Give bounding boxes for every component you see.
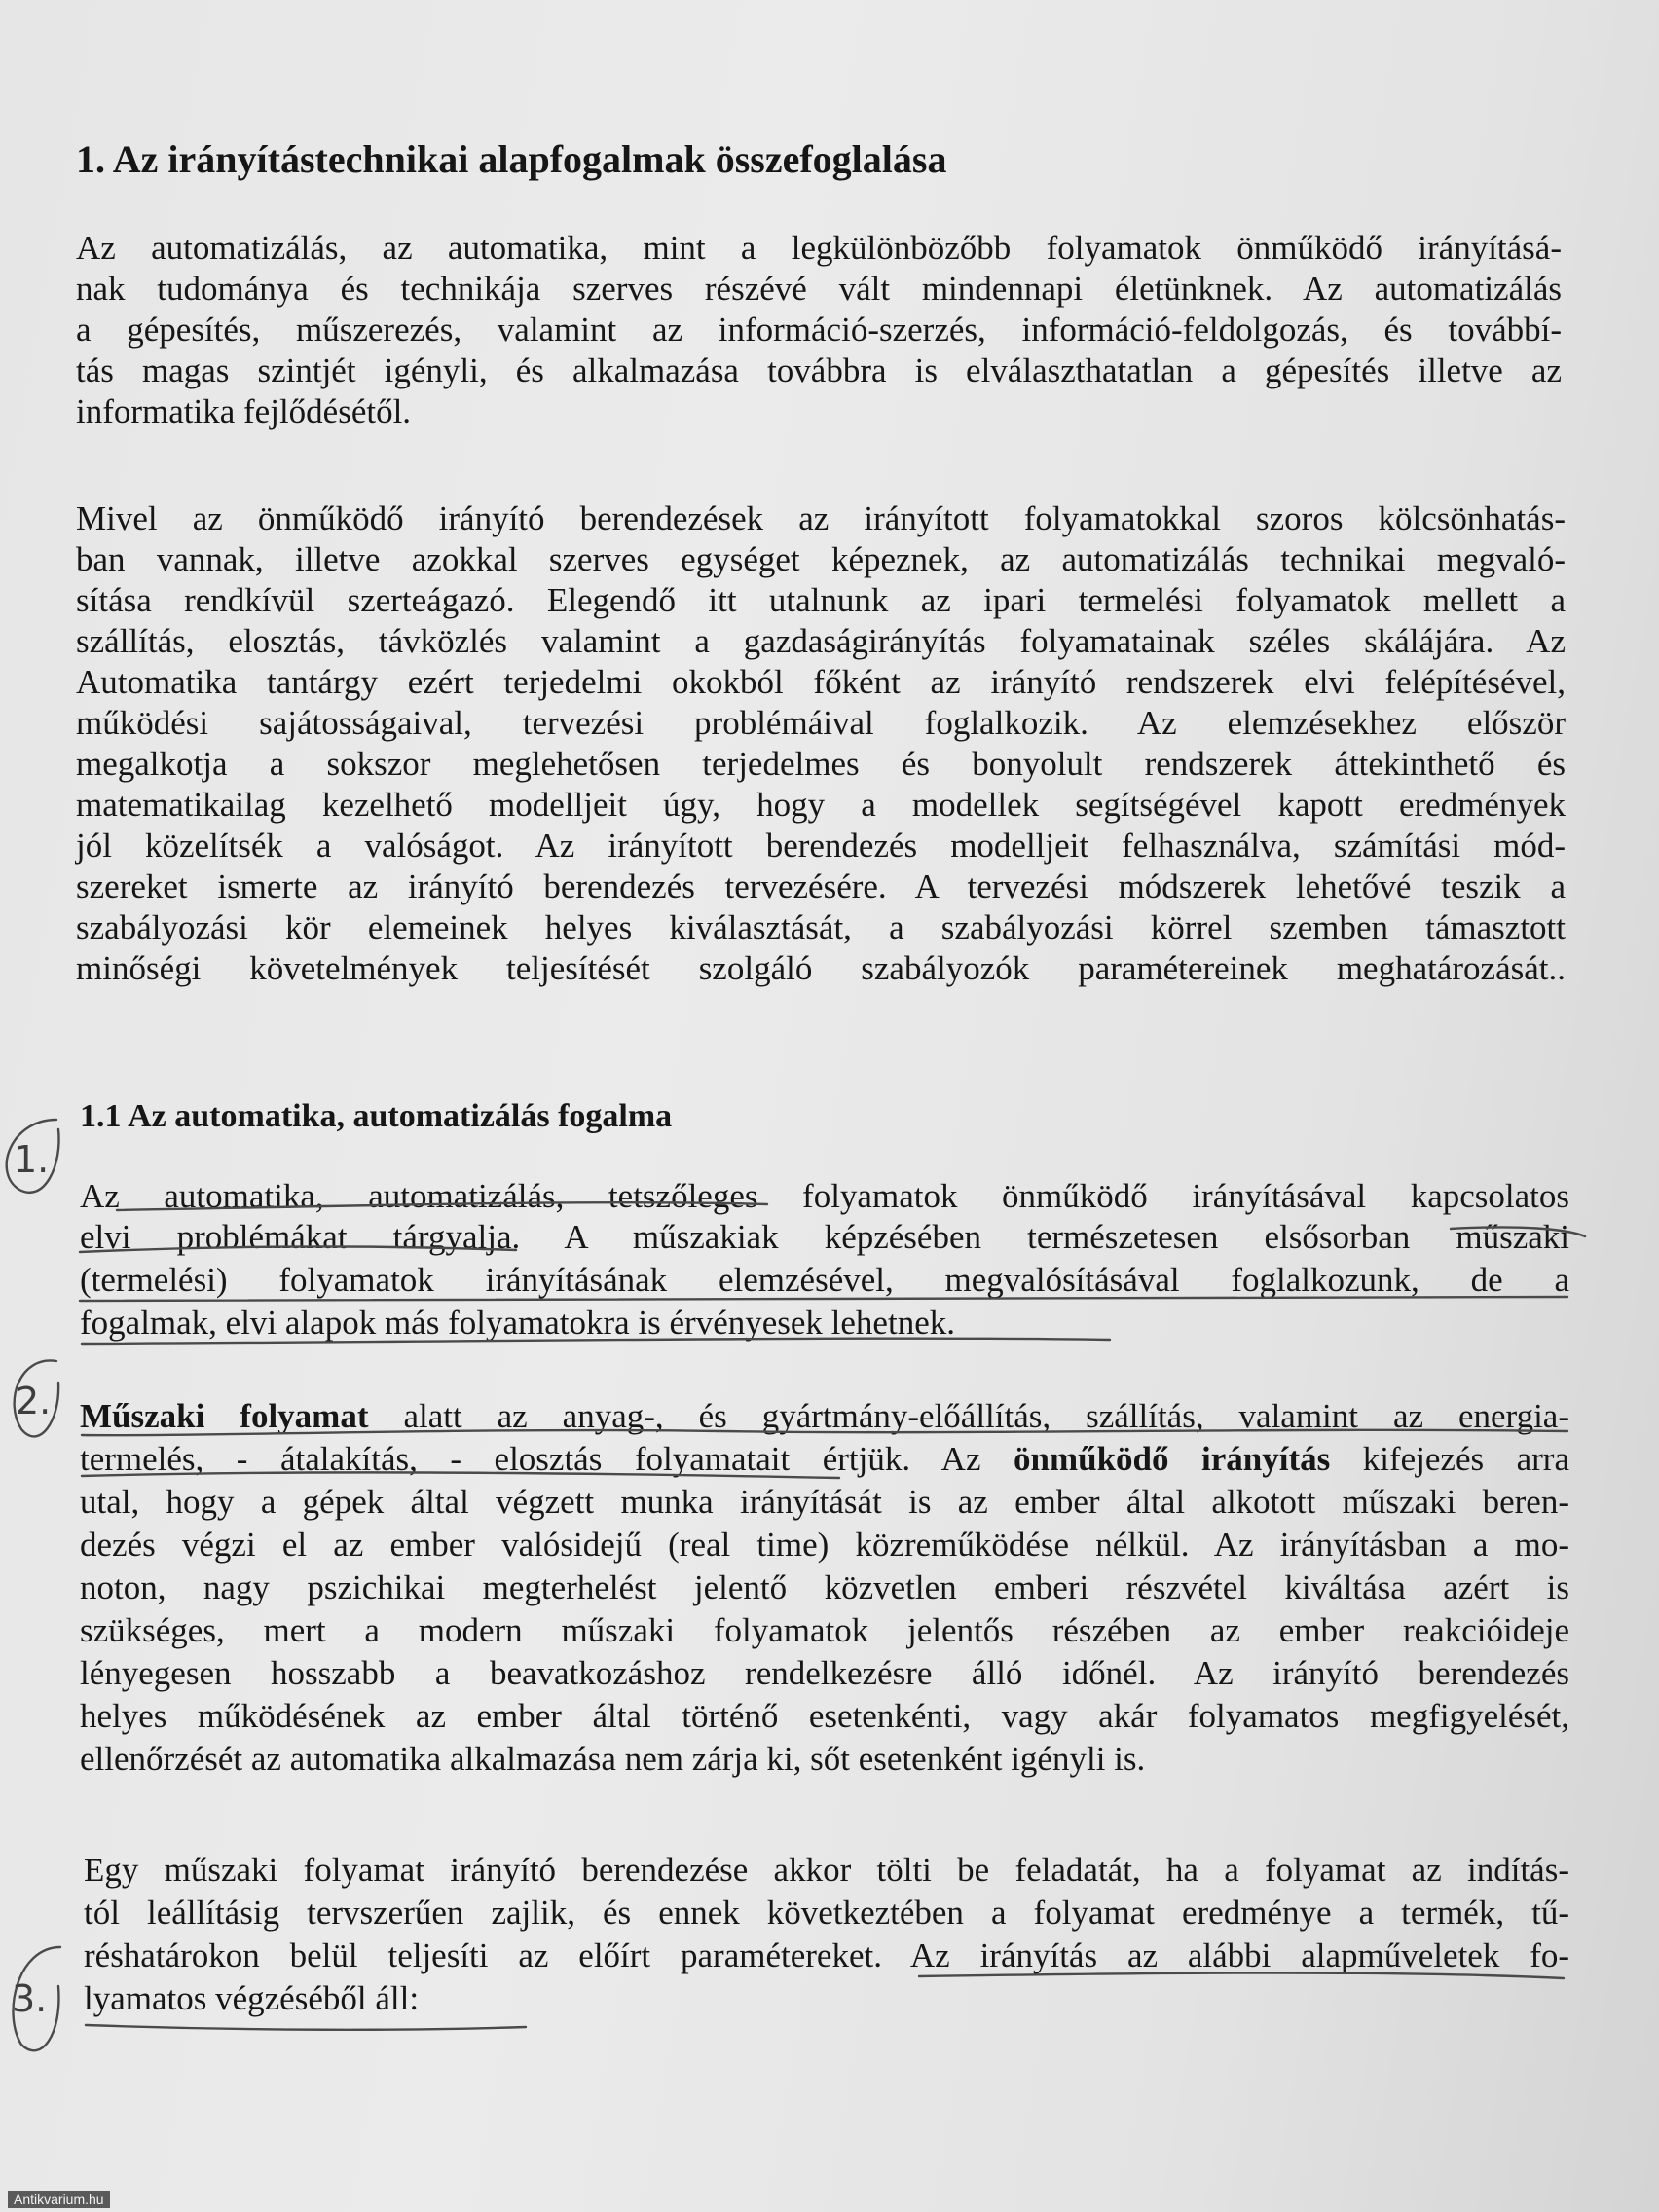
section-heading: 1.1 Az automatika, automatizálás fogalma bbox=[80, 1098, 673, 1134]
paragraph-line: lyamatos végzéséből áll: bbox=[84, 1979, 420, 2017]
paragraph-line: Egy műszaki folyamat irányító berendezése akkor tölti be feladatát, ha a folyamat az indítás- bbox=[84, 1851, 1569, 1889]
term-bold: Műszaki folyamat bbox=[80, 1397, 369, 1435]
paragraph-line: (termelési) folyamatok irányításának elemzésével, megvalósításával foglalkozunk, de a bbox=[80, 1261, 1569, 1299]
margin-note-1: 1. bbox=[14, 1138, 50, 1181]
paragraph-line: Műszaki folyamat alatt az anyag-, és gyártmány-előállítás, szállítás, valamint az energia- bbox=[80, 1397, 1569, 1435]
paragraph-line: jól közelítsék a valóságot. Az irányított berendezés modelljeit felhasználva, számítási mód- bbox=[76, 827, 1566, 865]
chapter-heading: 1. Az irányítástechnikai alapfogalmak összefoglalása bbox=[76, 137, 947, 181]
paragraph-line: nak tudománya és technikája szerves részévé vált mindennapi életünknek. Az automatizálás bbox=[76, 270, 1562, 308]
paragraph-line: dezés végzi el az ember valósidejű (real time) közreműködése nélkül. Az irányításban a mo- bbox=[80, 1526, 1569, 1564]
paragraph-line: réshatárokon belül teljesíti az előírt paramétereket. Az irányítás az alábbi alapműveletek fo- bbox=[84, 1936, 1569, 1974]
paragraph-line: szabályozási kör elemeinek helyes kiválasztását, a szabályozási körrel szemben támasztott bbox=[76, 908, 1566, 946]
paragraph-line: helyes működésének az ember által történő esetenkénti, vagy akár folyamatos megfigyelését, bbox=[80, 1697, 1569, 1735]
paragraph-line: Az automatika, automatizálás, tetszőleges folyamatok önműködő irányításával kapcsolatos bbox=[80, 1177, 1569, 1215]
paragraph-line: ban vannak, illetve azokkal szerves egységet képeznek, az automatizálás technikai megvaló- bbox=[76, 540, 1566, 578]
paragraph-line: fogalmak, elvi alapok más folyamatokra is érvényesek lehetnek. bbox=[80, 1304, 955, 1342]
margin-note-2: 2. bbox=[16, 1380, 52, 1422]
paragraph-line: tól leállításig tervszerűen zajlik, és ennek következtében a folyamat eredménye a termék, tű- bbox=[84, 1894, 1569, 1932]
paragraph-line: szállítás, elosztás, távközlés valamint a gazdaságirányítás folyamatainak széles skálájára. Az bbox=[76, 622, 1566, 660]
paragraph-line: informatika fejlődésétől. bbox=[76, 392, 412, 430]
paragraph-line: Az automatizálás, az automatika, mint a legkülönbözőbb folyamatok önműködő irányításá- bbox=[76, 229, 1562, 267]
paragraph-line: utal, hogy a gépek által végzett munka irányítását is az ember által alkotott műszaki beren- bbox=[80, 1483, 1569, 1521]
paragraph-line: Mivel az önműködő irányító berendezések az irányított folyamatokkal szoros kölcsönhatás- bbox=[76, 499, 1566, 537]
paragraph-line: működési sajátosságaival, tervezési problémáival foglalkozik. Az elemzésekhez először bbox=[76, 704, 1566, 742]
paragraph-line: elvi problémákat tárgyalja. A műszakiak képzésében természetesen elsősorban műszaki bbox=[80, 1218, 1569, 1256]
margin-note-3: 3. bbox=[12, 1977, 48, 2020]
paragraph-line: sítása rendkívül szerteágazó. Elegendő itt utalnunk az ipari termelési folyamatok mellett a bbox=[76, 581, 1566, 619]
paragraph-line: lényegesen hosszabb a beavatkozáshoz rendelkezésre álló időnél. Az irányító berendezés bbox=[80, 1654, 1569, 1692]
paragraph-line: minőségi követelmények teljesítését szolgáló szabályozók paramétereinek meghatározását.. bbox=[76, 949, 1566, 987]
paragraph-line: termelés, - átalakítás, - elosztás folyamatait értjük. Az önműködő irányítás kifejezés arra bbox=[80, 1440, 1569, 1478]
paragraph-line: a gépesítés, műszerezés, valamint az információ-szerzés, információ-feldolgozás, és továbbí- bbox=[76, 311, 1562, 349]
paragraph-line: Automatika tantárgy ezért terjedelmi okokból főként az irányító rendszerek elvi felépítésével, bbox=[76, 663, 1566, 701]
paragraph-line: megalkotja a sokszor meglehetősen terjedelmes és bonyolult rendszerek áttekinthető és bbox=[76, 745, 1566, 783]
paragraph-line: tás magas szintjét igényli, és alkalmazása továbbra is elválaszthatatlan a gépesítés illetve az bbox=[76, 351, 1562, 389]
paragraph-line: noton, nagy pszichikai megterhelést jelentő közvetlen emberi részvétel kiváltása azért is bbox=[80, 1568, 1569, 1606]
paragraph-line: szükséges, mert a modern műszaki folyamatok jelentős részében az ember reakcióideje bbox=[80, 1611, 1569, 1649]
paragraph-line: szereket ismerte az irányító berendezés tervezésére. A tervezési módszerek lehetővé teszik a bbox=[76, 867, 1566, 905]
term-bold: önműködő irányítás bbox=[1013, 1440, 1331, 1478]
watermark: Antikvarium.hu bbox=[8, 2191, 110, 2208]
paragraph-line: ellenőrzését az automatika alkalmazása nem zárja ki, sőt esetenként igényli is. bbox=[80, 1740, 1146, 1778]
paragraph-line: matematikailag kezelhető modelljeit úgy, hogy a modellek segítségével kapott eredmények bbox=[76, 786, 1566, 824]
